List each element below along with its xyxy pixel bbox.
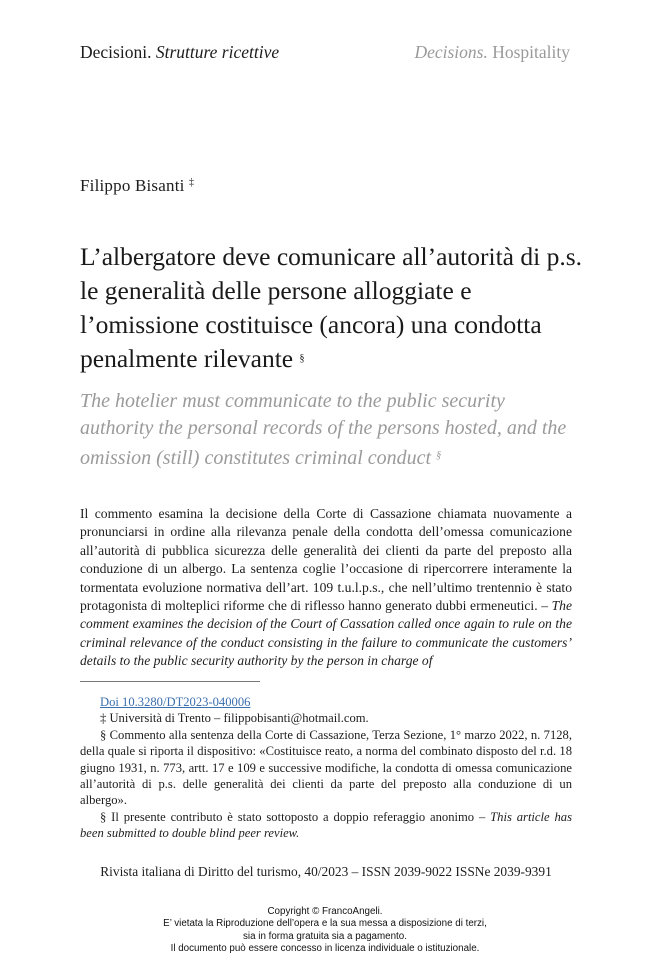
header-section: Decisioni.: [80, 42, 152, 62]
footnote-peer-review-it: § Il presente contributo è stato sottoposto a doppio referaggio anonimo –: [100, 809, 486, 824]
footnote-divider: [80, 681, 260, 682]
header-subsection: Strutture ricettive: [155, 42, 280, 62]
footnote-peer-review: [80, 809, 572, 842]
footnote-decision: § Commento alla sentenza della Corte di Cassazione, Terza Sezione, 1° marzo 2022, n. 7128, della quale si riporta il dispositivo: «Costituisce reato, a norma del combinato disposto del r.d. 18 giugno 1931, n. 773, artt. 17 e 109 e successive modifiche, la condotta di omessa comunicazione all’autorità di p.s. delle generalità dei clienti da parte del preposto alla conduzione di un albergo».: [80, 727, 572, 808]
copyright-line-4: Il documento può essere concesso in licenza individuale o istituzionale.: [170, 943, 480, 955]
header-section-en: Decisions.: [414, 42, 488, 62]
header-subsection-en: Hospitality: [492, 42, 570, 62]
article-subtitle-en: [80, 388, 580, 472]
footnote-affiliation: ‡ Università di Trento – filippobisanti@hotmail.com.: [100, 711, 369, 726]
doi-link[interactable]: Doi 10.3280/DT2023-040006: [100, 695, 251, 709]
journal-citation: Rivista italiana di Diritto del turismo, 40/2023 – ISSN 2039-9022 ISSNe 2039-9391: [100, 864, 552, 879]
article-subtitle-text: The hotelier must communicate to the public security authority the personal records of the persons hosted, and the omission (still) constitutes criminal conduct: [80, 390, 567, 469]
article-title: [80, 240, 590, 376]
abstract-english: The comment examines the decision of the Court of Cassation called once again to rule on the criminal relevance of the conduct consisting in the failure to communicate the customers’ details to the public security authority by the person in charge of: [80, 598, 573, 669]
copyright-notice: [0, 906, 650, 956]
running-header-left: [80, 42, 279, 63]
subtitle-footnote-mark: §: [436, 450, 442, 461]
footnotes: [80, 694, 572, 842]
author-name: Filippo Bisanti: [80, 176, 185, 195]
abstract: [80, 505, 572, 671]
author-footnote-mark: ‡: [189, 177, 195, 188]
article-title-text: L’albergatore deve comunicare all’autorità di p.s. le generalità delle persone alloggiate e l’omissione costituisce (ancora) una condotta penalmente rilevante: [80, 242, 583, 373]
footnote-peer-review-en: This article has been submitted to double blind peer review.: [80, 809, 572, 841]
title-footnote-mark: §: [299, 353, 305, 364]
copyright-line-3: sia in forma gratuita sia a pagamento.: [243, 930, 407, 942]
copyright-line-2: E’ vietata la Riproduzione dell’opera e la sua messa a disposizione di terzi,: [163, 918, 487, 930]
author-line: [80, 176, 194, 196]
running-header-right: [414, 42, 570, 63]
abstract-italian: Il commento esamina la decisione della Corte di Cassazione chiamata nuovamente a pronunciarsi in ordine alla rilevanza penale della condotta dell’omessa comunicazione all’autorità di pubblica sicurezza delle generalità dei clienti da parte del preposto alla conduzione di un albergo. La sentenza coglie l’occasione di ripercorrere interamente la tormentata evoluzione normativa dell’art. 109 t.u.l.p.s., che nell’ultimo trentennio è stato protagonista di molteplici riforme che di riflesso hanno generato dubbi ermeneutici. –: [80, 506, 572, 614]
copyright-line-1: Copyright © FrancoAngeli.: [267, 906, 383, 917]
